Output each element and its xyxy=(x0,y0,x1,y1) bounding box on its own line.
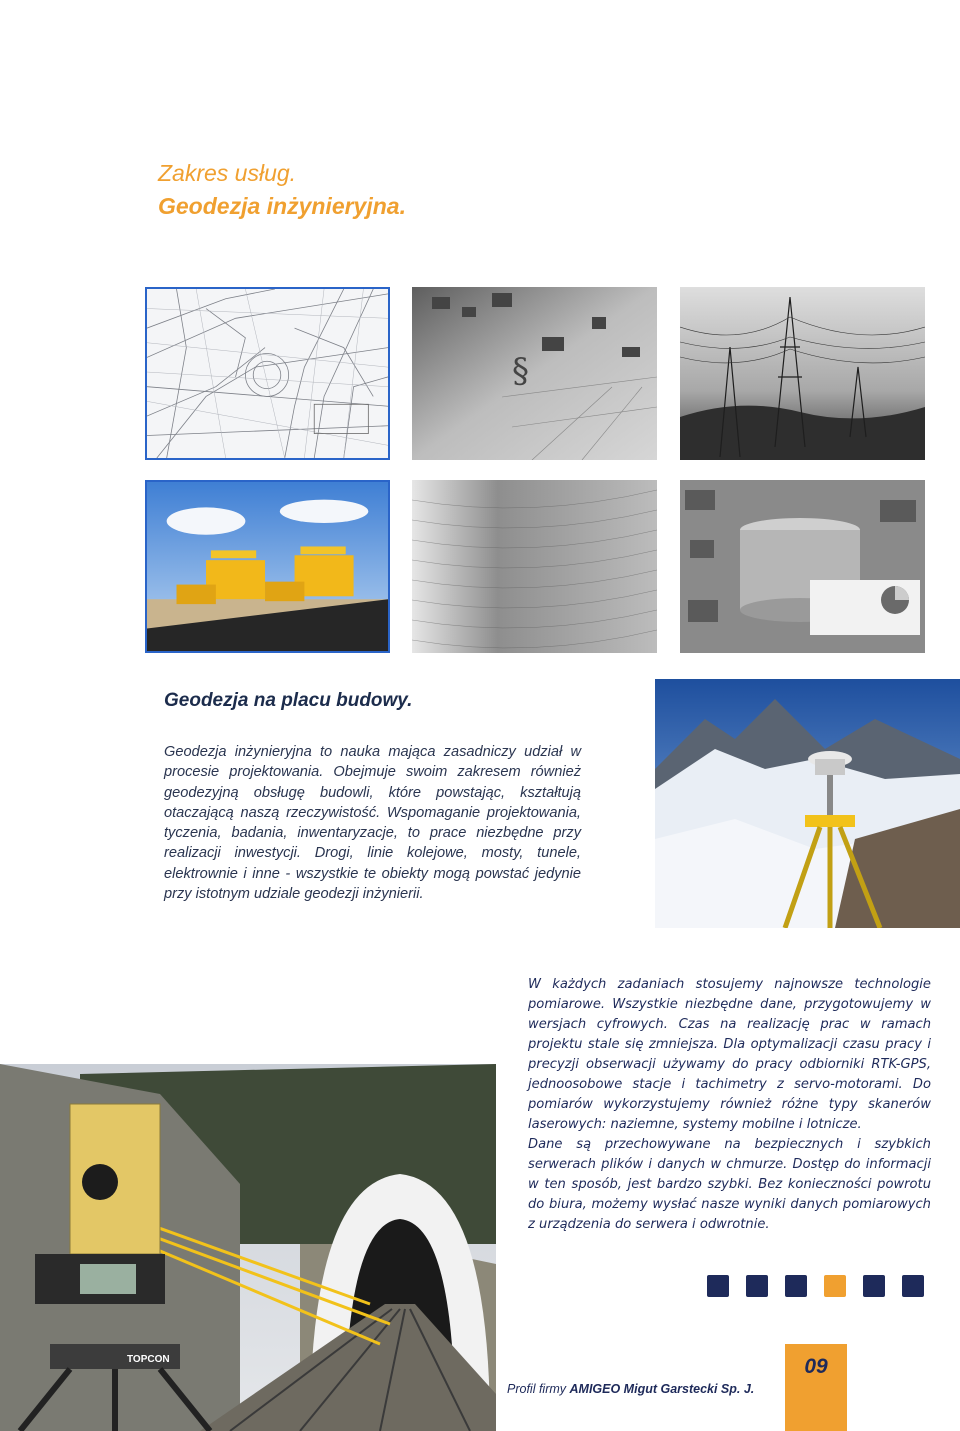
page-title-line1: Zakres usług. xyxy=(158,160,297,186)
footer-prefix: Profil firmy xyxy=(507,1382,567,1396)
page-title-line2: Geodezja inżynieryjna. xyxy=(158,193,406,219)
gps-receiver-mountains-image xyxy=(655,679,960,928)
road-map-drawing-image xyxy=(145,287,390,460)
data-collage-image xyxy=(680,480,925,653)
svg-text:§: § xyxy=(512,351,529,391)
tunnel-total-station-image xyxy=(0,1064,496,1431)
intro-paragraph: Geodezja inżynieryjna to nauka mająca zasadniczy udział w procesie projektowania. Obejmuje swoim zakresem również geodezyjną obsługę budowli, które powstając, kształtują otaczającą naszą rzeczywistość. Wspomaganie projektowania, tyczenia, badania, inwentaryzacje, to prace niezbędne przy realizacji inwestycji. Drogi, linie kolejowe, mosty, tunele, elektrownie i inne - wszystkie te obiekty mogą powstać jedynie przy istotnym udziale geodezji inżynierii. xyxy=(164,744,581,903)
decor-square xyxy=(746,1275,768,1297)
footer-credit xyxy=(507,1382,754,1396)
decor-square xyxy=(824,1275,846,1297)
decor-square xyxy=(785,1275,807,1297)
footer-company: AMIGEO Migut Garstecki Sp. J. xyxy=(569,1382,755,1396)
grayscale-map-overlay-image xyxy=(412,287,657,460)
topcon-label: TOPCON xyxy=(127,1354,170,1365)
laser-scan-surface-image xyxy=(412,480,657,653)
section-heading: Geodezja na placu budowy. xyxy=(164,690,413,711)
page-number-box xyxy=(785,1344,847,1431)
technology-text-part2: Dane są przechowywane na bezpiecznych i szybkich serwerach plików i danych w chmurze. Dostęp do informacji w ten sposób, jest bardzo szybki. Bez konieczności powrotu do biura, możemy wysłać nasze wyniki danych pomiarowych z urządzenia do serwera i odwrotnie. xyxy=(528,1137,931,1232)
decor-square xyxy=(707,1275,729,1297)
decor-square xyxy=(902,1275,924,1297)
asphalt-pavers-image xyxy=(145,480,390,653)
decor-square xyxy=(863,1275,885,1297)
page-number: 09 xyxy=(804,1355,828,1378)
technology-text-part1: W każdych zadaniach stosujemy najnowsze technologie pomiarowe. Wszystkie niezbędne dane, przygotowujemy w wersjach cyfrowych. Czas na realizację prac w ramach projektu stale się zmniejsza. Dla optymalizacji czasu pracy i precyzji obserwacji używamy do pracy odbiorniki RTK-GPS, jednoosobowe stacje i tachimetry z servo-motorami. Do pomiarów wykorzystujemy również różne typy skanerów laserowych: naziemne, systemy mobilne i lotnicze. xyxy=(528,977,931,1132)
power-lines-image xyxy=(680,287,925,460)
technology-paragraph xyxy=(528,975,931,1235)
